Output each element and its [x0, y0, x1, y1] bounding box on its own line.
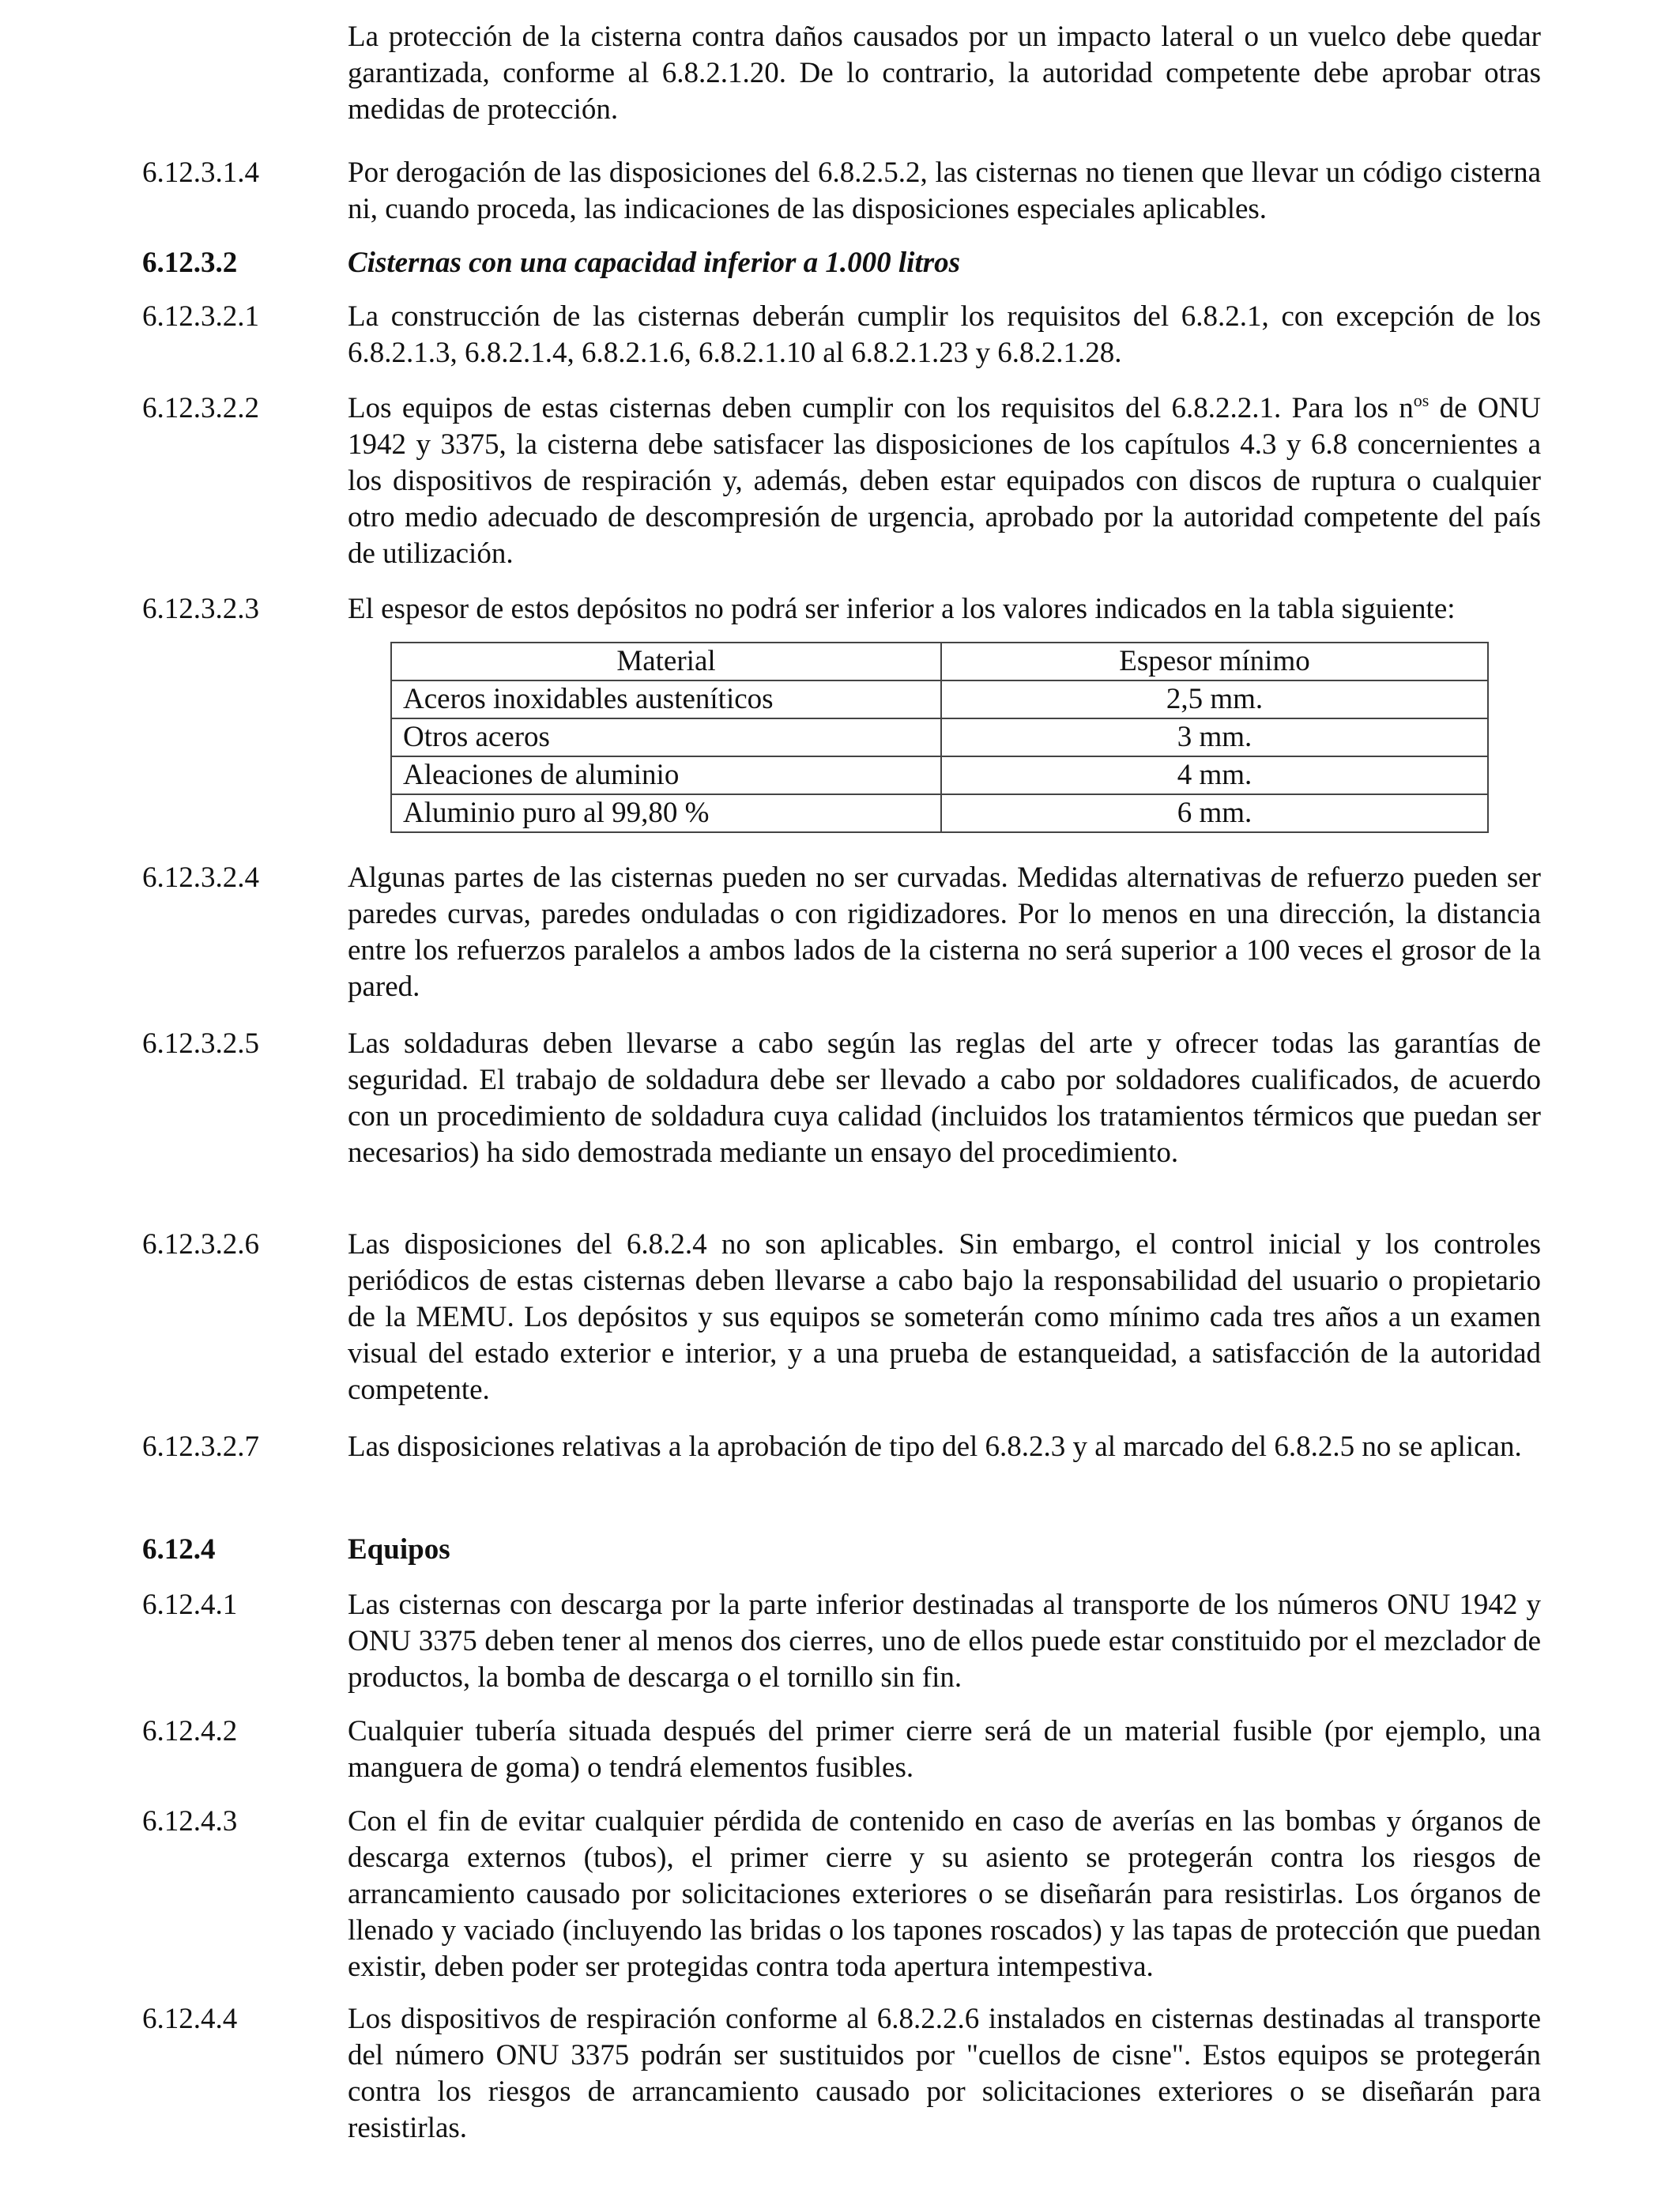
thickness-table: [390, 642, 1489, 833]
paragraph-number: 6.12.3.1.4: [142, 156, 259, 189]
table-row: [391, 718, 1488, 756]
paragraph-number: 6.12.4.4: [142, 2003, 238, 2035]
paragraph-text: Las cisternas con descarga por la parte inferior destinadas al transporte de los números ONU 1942 y ONU 3375 deben tener al menos dos cierres, uno de ellos puede estar constituido por el mezclador de productos, la bomba de descarga o el tornillo sin fin.: [348, 1589, 1541, 1694]
paragraph-text: [348, 390, 1541, 572]
paragraph-number: 6.12.3.2.2: [142, 392, 259, 424]
superscript: os: [1413, 390, 1430, 410]
section-title: Equipos: [348, 1533, 450, 1566]
paragraph-text-part: de ONU 1942 y 3375, la cisterna debe satisfacer las disposiciones de los capítulos 4.3 y 6.8 concernientes a los dispositivos de respiración y, además, deben estar equipados con discos de ruptura o cualquier otro medio adecuado de descompresión de urgencia, aprobado por la autoridad competente del país de utilización.: [348, 392, 1541, 570]
paragraph-text: La construcción de las cisternas deberán cumplir los requisitos del 6.8.2.1, con excepción de los 6.8.2.1.3, 6.8.2.1.4, 6.8.2.1.6, 6.8.2.1.10 al 6.8.2.1.23 y 6.8.2.1.28.: [348, 300, 1541, 369]
section-number: 6.12.3.2: [142, 247, 238, 279]
section-title: Cisternas con una capacidad inferior a 1.000 litros: [348, 247, 961, 279]
paragraph-text: Los dispositivos de respiración conforme al 6.8.2.2.6 instalados en cisternas destinadas al transporte del número ONU 3375 podrán ser sustituidos por "cuellos de cisne". Estos equipos se protegerán contra los riesgos de arrancamiento causado por solicitaciones exteriores o se diseñarán para resistirlas.: [348, 2003, 1541, 2144]
table-cell-material: Aluminio puro al 99,80 %: [391, 794, 941, 832]
paragraph-number: 6.12.4.3: [142, 1805, 238, 1838]
paragraph-text: El espesor de estos depósitos no podrá ser inferior a los valores indicados en la tabla siguiente:: [348, 593, 1456, 625]
paragraph-number: 6.12.3.2.3: [142, 593, 259, 625]
paragraph-text: Las disposiciones relativas a la aprobación de tipo del 6.8.2.3 y al marcado del 6.8.2.5 no se aplican.: [348, 1431, 1522, 1463]
table-header-material: Material: [391, 643, 941, 680]
table-cell-material: Aceros inoxidables austeníticos: [391, 680, 941, 718]
paragraph-number: 6.12.3.2.4: [142, 861, 259, 894]
table-header-row: [391, 643, 1488, 680]
table-cell-thickness: 4 mm.: [941, 756, 1488, 794]
paragraph-text-part: Los equipos de estas cisternas deben cumplir con los requisitos del 6.8.2.2.1. Para los n: [348, 392, 1414, 424]
table-cell-material: Aleaciones de aluminio: [391, 756, 941, 794]
table-cell-thickness: 3 mm.: [941, 718, 1488, 756]
paragraph-number: 6.12.3.2.1: [142, 300, 259, 333]
paragraph-number: 6.12.3.2.7: [142, 1431, 259, 1463]
paragraph-text: Con el fin de evitar cualquier pérdida de contenido en caso de averías en las bombas y órganos de descarga externos (tubos), el primer cierre y su asiento se protegerán contra los riesgos de arrancamiento causado por solicitaciones exteriores o se diseñarán para resistirlas. Los órganos de llenado y vaciado (incluyendo las bridas o los tapones roscados) y las tapas de protección que puedan existir, deben poder ser protegidas contra toda apertura intempestiva.: [348, 1805, 1541, 1983]
paragraph-text: Las disposiciones del 6.8.2.4 no son aplicables. Sin embargo, el control inicial y los controles periódicos de estas cisternas deben llevarse a cabo bajo la responsabilidad del usuario o propietario de la MEMU. Los depósitos y sus equipos se someterán como mínimo cada tres años a un examen visual del estado exterior e interior, y a una prueba de estanqueidad, a satisfacción de la autoridad competente.: [348, 1228, 1541, 1406]
table-cell-thickness: 2,5 mm.: [941, 680, 1488, 718]
paragraph-number: 6.12.3.2.5: [142, 1027, 259, 1060]
paragraph-text: Cualquier tubería situada después del primer cierre será de un material fusible (por ejemplo, una manguera de goma) o tendrá elementos fusibles.: [348, 1715, 1541, 1784]
paragraph-number: 6.12.4.1: [142, 1589, 238, 1621]
table-row: [391, 794, 1488, 832]
paragraph-text: Las soldaduras deben llevarse a cabo según las reglas del arte y ofrecer todas las garantías de seguridad. El trabajo de soldadura debe ser llevado a cabo por soldadores cualificados, de acuerdo con un procedimiento de soldadura cuya calidad (incluidos los tratamientos térmicos que puedan ser necesarios) ha sido demostrada mediante un ensayo del procedimiento.: [348, 1027, 1541, 1169]
table-cell-thickness: 6 mm.: [941, 794, 1488, 832]
paragraph-number: 6.12.3.2.6: [142, 1228, 259, 1261]
table-cell-material: Otros aceros: [391, 718, 941, 756]
table-row: [391, 756, 1488, 794]
table-header-thickness: Espesor mínimo: [941, 643, 1488, 680]
table-row: [391, 680, 1488, 718]
paragraph-text: La protección de la cisterna contra daños causados por un impacto lateral o un vuelco debe quedar garantizada, conforme al 6.8.2.1.20. De lo contrario, la autoridad competente debe aprobar otras medidas de protección.: [348, 21, 1541, 126]
paragraph-number: 6.12.4.2: [142, 1715, 238, 1747]
section-number: 6.12.4: [142, 1533, 216, 1566]
paragraph-text: Por derogación de las disposiciones del 6.8.2.5.2, las cisternas no tienen que llevar un código cisterna ni, cuando proceda, las indicaciones de las disposiciones especiales aplicables.: [348, 156, 1541, 225]
paragraph-text: Algunas partes de las cisternas pueden no ser curvadas. Medidas alternativas de refuerzo pueden ser paredes curvas, paredes onduladas o con rigidizadores. Por lo menos en una dirección, la distancia entre los refuerzos paralelos a ambos lados de la cisterna no será superior a 100 veces el grosor de la pared.: [348, 861, 1541, 1003]
